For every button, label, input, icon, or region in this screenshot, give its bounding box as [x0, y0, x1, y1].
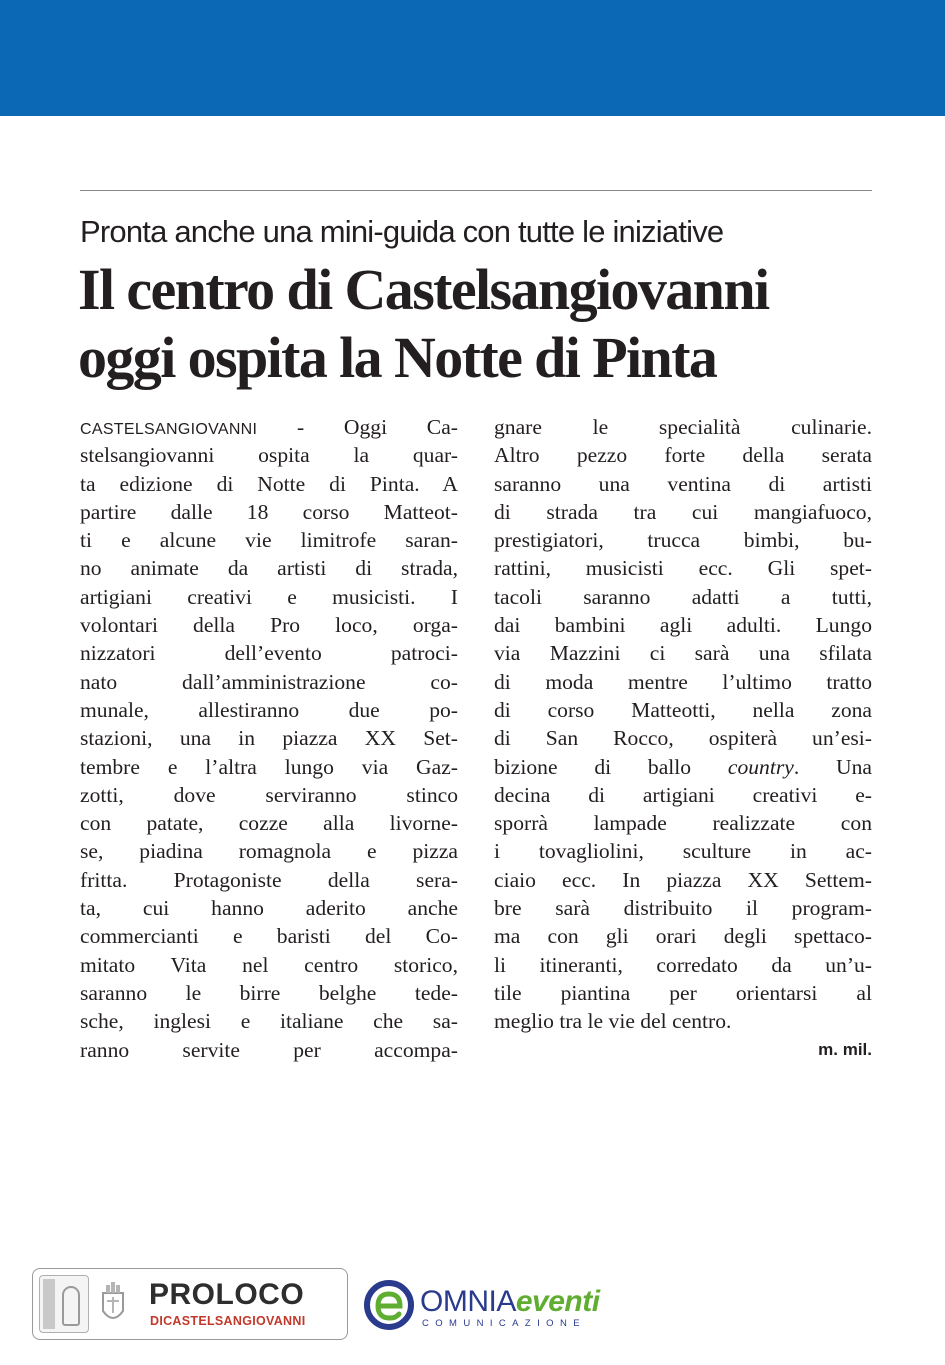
top-rule	[80, 190, 872, 191]
article-column-2	[494, 413, 872, 1036]
article-line: di strada tra cui mangiafuoco,	[494, 499, 872, 524]
article-line: ranno servite per accompa-	[80, 1037, 458, 1062]
article-line: no animate da artisti di strada,	[80, 556, 458, 581]
column-2-lines-b	[494, 781, 872, 1036]
article-column-1	[80, 413, 458, 1064]
article-line: ma con gli orari degli spettaco-	[494, 924, 872, 949]
article-line: tile piantina per orientarsi al	[494, 980, 872, 1005]
article-line: stazioni, una in piazza XX Set-	[80, 726, 458, 751]
article-line: con patate, cozze alla livorne-	[80, 811, 458, 836]
article-line: meglio tra le vie del centro.	[494, 1009, 732, 1034]
article-line: ta edizione di Notte di Pinta. A	[80, 471, 458, 496]
article-line: bre sarà distribuito il program-	[494, 896, 872, 921]
article-line: ti e alcune vie limitrofe saran-	[80, 528, 458, 553]
article-line: fritta. Protagoniste della sera-	[80, 867, 458, 892]
article-line-text: . Una	[793, 754, 872, 779]
article-line: gnare le specialità culinarie.	[494, 415, 872, 439]
proloco-name: PROLOCO	[149, 1278, 305, 1311]
article-line: di San Rocco, ospiterà un’esi-	[494, 726, 872, 751]
article-line: li itineranti, corredato da un’u-	[494, 952, 872, 977]
article-line: Altro pezzo forte della serata	[494, 443, 872, 468]
article-kicker: Pronta anche una mini-guida con tutte le iniziative	[80, 214, 724, 249]
omnia-e-logo-icon	[362, 1278, 416, 1332]
proloco-subtitle: DICASTELSANGIOVANNI	[150, 1314, 306, 1328]
article-signature: m. mil.	[818, 1040, 872, 1059]
article-line: saranno le birre belghe tede-	[80, 980, 458, 1005]
town-crest-icon	[95, 1279, 131, 1329]
article-line: volontari della Pro loco, orga-	[80, 613, 458, 638]
article-line: sporrà lampade realizzate con	[494, 811, 872, 836]
article-line: partire dalle 18 corso Matteot-	[80, 499, 458, 524]
omnia-name-part-2: eventi	[515, 1285, 600, 1318]
article-headline	[78, 256, 878, 392]
article-line: ta, cui hanno aderito anche	[80, 896, 458, 921]
omnia-name	[420, 1286, 600, 1318]
article-line: saranno una ventina di artisti	[494, 471, 872, 496]
headline-line-2: oggi ospita la Notte di Pinta	[78, 325, 717, 390]
article-line: nato dall’amministrazione co-	[80, 669, 458, 694]
article-line: munale, allestiranno due po-	[80, 697, 458, 722]
article-line: rattini, musicisti ecc. Gli spet-	[494, 556, 872, 581]
article-line: di corso Matteotti, nella zona	[494, 697, 872, 722]
article-line-text: bizione di ballo	[494, 754, 728, 779]
article-line: nizzatori dell’evento patroci-	[80, 641, 458, 666]
article-line: via Mazzini ci sarà una sfilata	[494, 641, 872, 666]
omnia-tagline: COMUNICAZIONE	[422, 1318, 586, 1329]
proloco-figure-icon	[39, 1275, 89, 1333]
article-line: sche, inglesi e italiane che sa-	[80, 1009, 458, 1034]
article-line	[494, 753, 872, 781]
headline-line-1: Il centro di Castelsangiovanni	[78, 257, 769, 322]
article-line: tembre e l’altra lungo via Gaz-	[80, 754, 458, 779]
column-1-lines	[80, 441, 458, 1064]
article-line: i tovagliolini, sculture in ac-	[494, 839, 872, 864]
article-line: stelsangiovanni ospita la quar-	[80, 443, 458, 468]
article-line	[80, 413, 458, 441]
article-line-text: - Oggi Ca-	[257, 415, 458, 439]
article-line: tacoli saranno adatti a tutti,	[494, 584, 872, 609]
omnia-name-part-1: OMNIA	[420, 1285, 516, 1318]
article-italic-word: country	[727, 754, 794, 779]
article-line: commercianti e baristi del Co-	[80, 924, 458, 949]
header-band	[0, 0, 945, 116]
article-line: artigiani creativi e musicisti. I	[80, 584, 458, 609]
proloco-logo	[32, 1268, 348, 1340]
article-line: prestigiatori, trucca bimbi, bu-	[494, 528, 872, 553]
article-line: dai bambini agli adulti. Lungo	[494, 613, 872, 638]
article-line: se, piadina romagnola e pizza	[80, 839, 458, 864]
column-2-lines-a	[494, 413, 872, 753]
article-line: di moda mentre l’ultimo tratto	[494, 669, 872, 694]
article-line: mitato Vita nel centro storico,	[80, 952, 458, 977]
article-line: ciaio ecc. In piazza XX Settem-	[494, 867, 872, 892]
article-line: decina di artigiani creativi e-	[494, 782, 872, 807]
article-dateline: CASTELSANGIOVANNI	[80, 421, 258, 438]
article-line: zotti, dove serviranno stinco	[80, 782, 458, 807]
